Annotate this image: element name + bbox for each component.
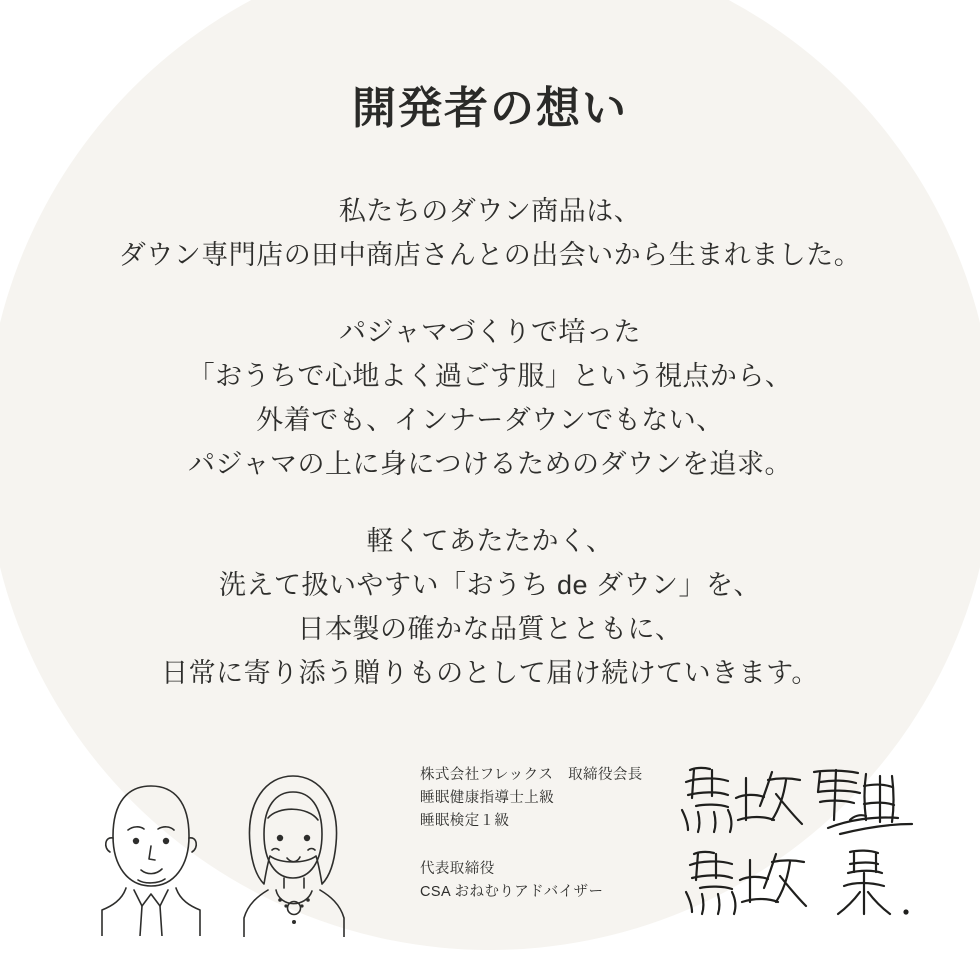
paragraph-line: パジャマの上に身につけるためのダウンを追求。	[188, 448, 792, 479]
male-portrait-icon	[86, 766, 216, 941]
credits-secondary	[420, 858, 643, 904]
signature-block	[0, 752, 980, 952]
page-title: 開発者の想い	[352, 84, 628, 133]
credit-line: 睡眠検定１級	[420, 813, 510, 830]
paragraph-line: 日本製の確かな品質とともに、	[297, 613, 683, 644]
credits	[420, 764, 643, 904]
signature-kumasaka-masayuki	[668, 758, 933, 838]
paragraph-line: 外着でも、インナーダウンでもない、	[256, 404, 724, 435]
body-copy	[0, 190, 980, 695]
credit-line: 睡眠健康指導士上級	[420, 790, 555, 807]
female-portrait-icon	[228, 762, 358, 942]
paragraph-line: 「おうちで心地よく過ごす服」という視点から、	[187, 361, 793, 392]
credit-line: 株式会社フレックス 取締役会長	[420, 767, 643, 783]
paragraph-line: 日常に寄り添う贈りものとして届け続けていきます。	[161, 657, 819, 688]
paragraph-line: 私たちのダウン商品は、	[338, 196, 642, 226]
paragraph-line: ダウン専門店の田中商店さんとの出会いから生まれました。	[118, 239, 862, 270]
paragraph-3	[0, 520, 980, 695]
paragraph-1	[0, 190, 980, 277]
paragraph-line: 洗えて扱いやすい「おうち de ダウン」を、	[218, 570, 762, 601]
paragraph-2	[0, 311, 980, 486]
credit-line: CSA おねむりアドバイザー	[420, 883, 604, 900]
paragraph-line: パジャマづくりで培った	[339, 317, 641, 348]
paragraph-line: 軽くてあたたかく、	[366, 526, 614, 557]
signature-kumasaka-izumi	[674, 842, 929, 920]
credits-primary	[420, 764, 643, 834]
credit-line: 代表取締役	[420, 860, 495, 877]
handwritten-signatures	[668, 752, 948, 942]
